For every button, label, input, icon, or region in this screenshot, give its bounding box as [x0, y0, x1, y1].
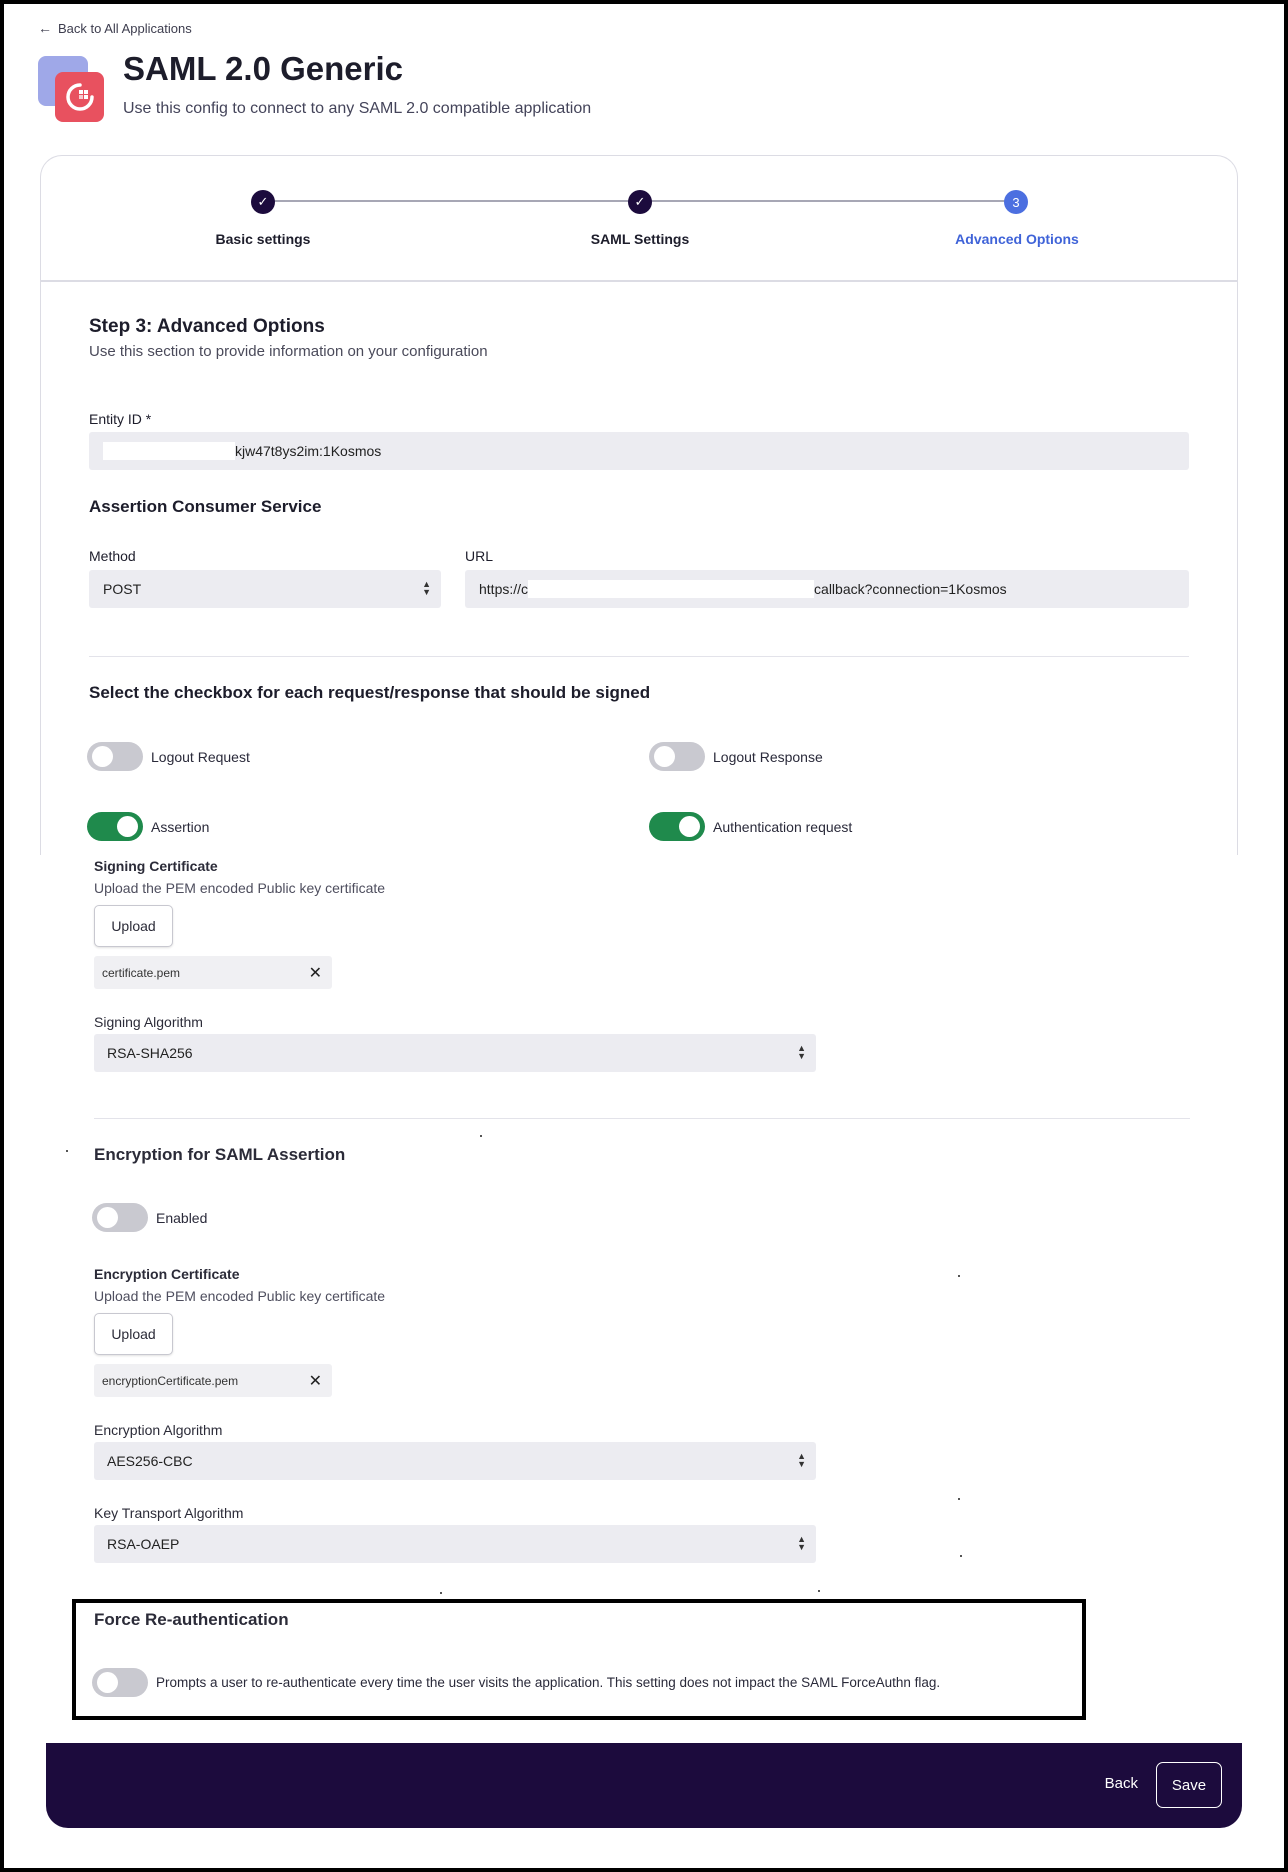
url-suffix: callback?connection=1Kosmos	[814, 581, 1007, 597]
encryption-algorithm-label: Encryption Algorithm	[94, 1422, 223, 1438]
step-1-check-icon[interactable]: ✓	[251, 190, 275, 214]
method-value: POST	[103, 581, 142, 597]
step-connector	[639, 200, 1019, 202]
key-transport-label: Key Transport Algorithm	[94, 1505, 244, 1521]
signing-file-chip	[94, 956, 332, 989]
signing-certificate-title: Signing Certificate	[94, 858, 218, 874]
signing-title: Select the checkbox for each request/response that should be signed	[89, 683, 651, 702]
page-subtitle: Use this config to connect to any SAML 2.0 compatible application	[123, 100, 592, 117]
arrow-left-icon: ←	[38, 20, 52, 36]
toggle-assertion[interactable]	[87, 812, 143, 841]
step3-subtitle: Use this section to provide information on your configuration	[89, 343, 488, 360]
signing-certificate-help: Upload the PEM encoded Public key certificate	[94, 880, 386, 896]
force-reauth-title: Force Re-authentication	[94, 1610, 289, 1629]
encryption-algorithm-select[interactable]	[94, 1442, 816, 1480]
step-2-check-icon[interactable]: ✓	[628, 190, 652, 214]
section-divider	[89, 656, 1189, 657]
force-reauth-description: Prompts a user to re-authenticate every time the user visits the application. This setting does not impact the SAML ForceAuthn flag.	[156, 1675, 941, 1690]
encryption-file-name: encryptionCertificate.pem	[102, 1373, 239, 1388]
encryption-enabled-label: Enabled	[156, 1210, 208, 1226]
close-icon[interactable]: ✕	[308, 965, 322, 982]
encryption-upload-button[interactable]: Upload	[94, 1313, 173, 1355]
assertion-label: Assertion	[151, 819, 210, 835]
back-link-label: Back to All Applications	[58, 20, 192, 36]
signing-algorithm-value: RSA-SHA256	[107, 1045, 193, 1061]
entity-id-input[interactable]	[89, 432, 1189, 470]
redacted-region	[528, 580, 814, 598]
step-connector	[263, 200, 641, 202]
toggle-encryption-enabled[interactable]	[92, 1203, 148, 1232]
page-title: SAML 2.0 Generic	[123, 50, 404, 87]
toggle-logout-request[interactable]	[87, 742, 143, 771]
step-label-basic-settings[interactable]: Basic settings	[215, 231, 311, 247]
save-button[interactable]: Save	[1156, 1762, 1222, 1808]
step-label-advanced-options[interactable]: Advanced Options	[955, 231, 1079, 247]
toggle-force-reauth[interactable]	[92, 1668, 148, 1697]
step-label-saml-settings[interactable]: SAML Settings	[590, 231, 690, 247]
brand-mark-icon	[64, 81, 96, 113]
encryption-algorithm-value: AES256-CBC	[107, 1453, 193, 1469]
key-transport-value: RSA-OAEP	[107, 1536, 180, 1552]
encryption-file-chip	[94, 1364, 332, 1397]
signing-file-name: certificate.pem	[102, 965, 181, 980]
method-select[interactable]	[89, 570, 441, 608]
app-logo	[38, 56, 104, 122]
back-to-applications-link[interactable]	[38, 20, 192, 36]
signing-algorithm-label: Signing Algorithm	[94, 1014, 203, 1030]
url-label: URL	[465, 548, 494, 564]
acs-url-input[interactable]	[465, 570, 1189, 608]
entity-id-value: kjw47t8ys2im:1Kosmos	[235, 443, 382, 459]
acs-title: Assertion Consumer Service	[89, 497, 322, 516]
url-prefix: https://c	[479, 581, 529, 597]
select-arrows-icon: ▲ ▼	[797, 1043, 806, 1061]
select-arrows-icon: ▲ ▼	[797, 1534, 806, 1552]
footer-bar	[46, 1743, 1242, 1828]
logout-response-label: Logout Response	[713, 749, 823, 765]
step-3-number[interactable]: 3	[1004, 190, 1028, 214]
back-button[interactable]: Back	[1104, 1775, 1138, 1792]
close-icon[interactable]: ✕	[308, 1373, 322, 1390]
section-divider	[94, 1118, 1190, 1119]
redacted-region	[103, 442, 235, 460]
encryption-title: Encryption for SAML Assertion	[94, 1145, 346, 1164]
toggle-logout-response[interactable]	[649, 742, 705, 771]
encryption-certificate-help: Upload the PEM encoded Public key certificate	[94, 1288, 386, 1304]
signing-upload-button[interactable]: Upload	[94, 905, 173, 947]
stepper	[41, 156, 1237, 282]
step3-title: Step 3: Advanced Options	[89, 316, 325, 337]
method-label: Method	[89, 548, 136, 564]
select-arrows-icon: ▲ ▼	[797, 1451, 806, 1469]
signing-algorithm-select[interactable]	[94, 1034, 816, 1072]
entity-id-label: Entity ID *	[89, 411, 152, 427]
select-arrows-icon: ▲ ▼	[422, 579, 431, 597]
toggle-authentication-request[interactable]	[649, 812, 705, 841]
logout-request-label: Logout Request	[151, 749, 250, 765]
authentication-request-label: Authentication request	[713, 819, 853, 835]
encryption-certificate-title: Encryption Certificate	[94, 1266, 240, 1282]
config-card	[40, 155, 1238, 855]
key-transport-select[interactable]	[94, 1525, 816, 1563]
